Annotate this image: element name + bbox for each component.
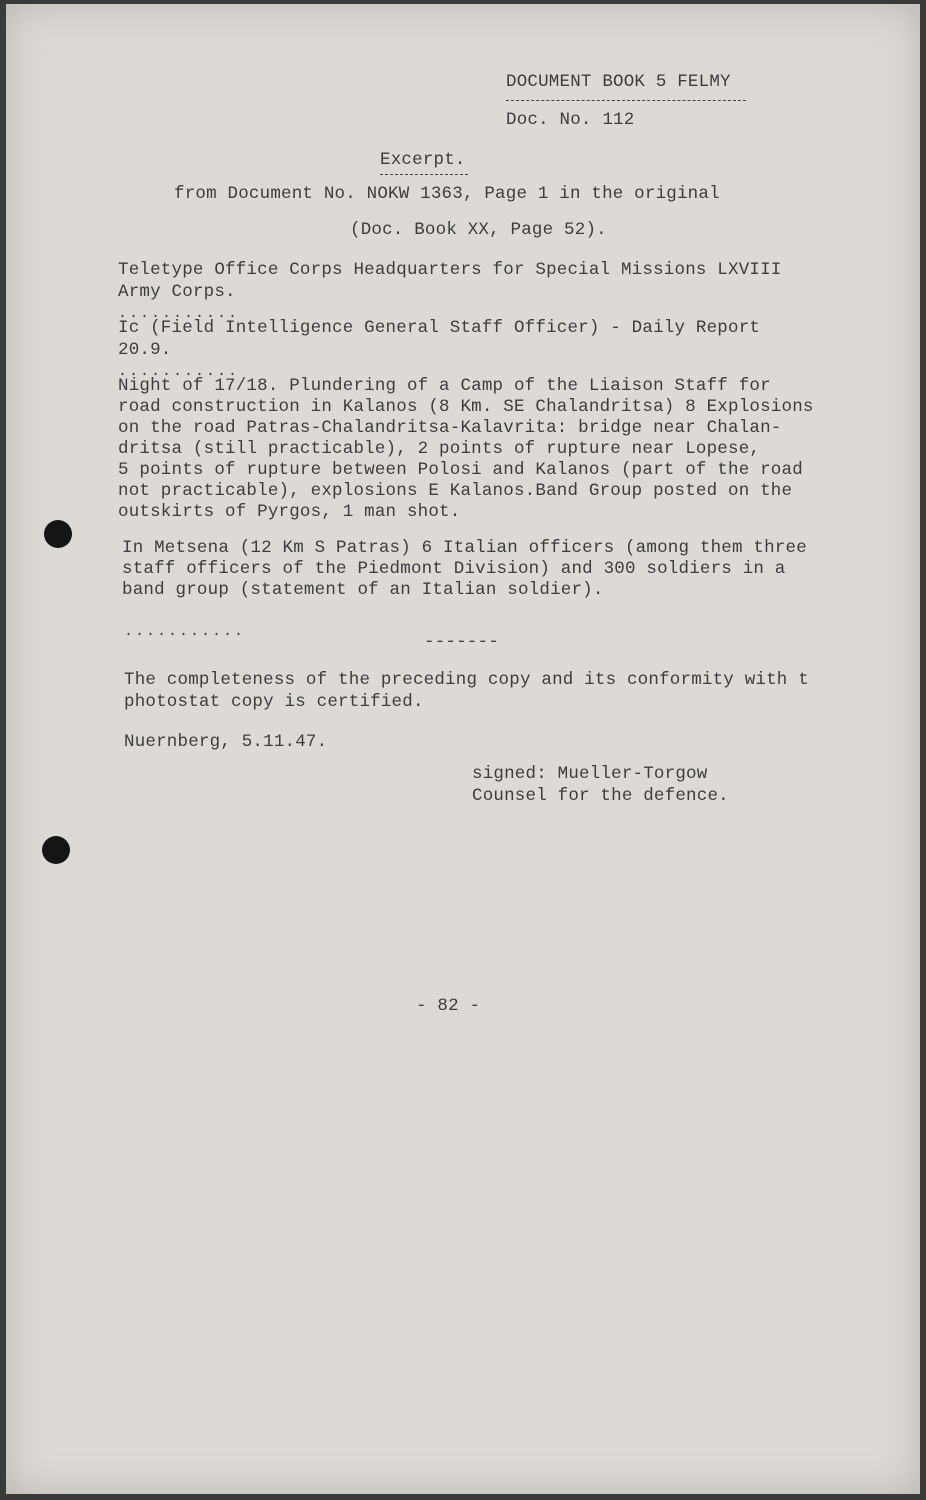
office-line-1: Teletype Office Corps Headquarters for Special Missions LXVIII [118,260,782,280]
certification-line-1: The completeness of the preceding copy and its conformity with t [124,670,809,690]
night-line-3: on the road Patras-Chalandritsa-Kalavrita: bridge near Chalan- [118,418,782,438]
ellipsis-2: ........... [118,363,240,380]
ellipsis-1: ........... [118,305,240,322]
punch-hole-bottom [42,836,70,864]
excerpt-underline [380,174,468,175]
night-line-2: road construction in Kalanos (8 Km. SE Chalandritsa) 8 Explosions [118,397,814,417]
night-line-5: 5 points of rupture between Polosi and Kalanos (part of the road [118,460,803,480]
header-underline [506,100,746,101]
excerpt-heading: Excerpt. [380,150,466,170]
doc-book-reference: (Doc. Book XX, Page 52). [350,220,607,240]
section-separator: ------- [424,632,499,652]
report-line-2: 20.9. [118,340,172,360]
signature-line: signed: Mueller-Torgow [472,764,708,784]
night-line-6: not practicable), explosions E Kalanos.Band Group posted on the [118,481,793,501]
punch-hole-top [44,520,72,548]
document-page [6,4,920,1494]
page-number: - 82 - [416,996,481,1016]
metsena-line-3: band group (statement of an Italian soldier). [122,580,604,600]
office-line-2: Army Corps. [118,282,236,302]
night-line-4: dritsa (still practicable), 2 points of rupture near Lopese, [118,439,761,459]
document-book-label: DOCUMENT BOOK 5 FELMY [506,72,731,92]
metsena-line-1: In Metsena (12 Km S Patras) 6 Italian officers (among them three [122,538,807,558]
night-line-7: outskirts of Pyrgos, 1 man shot. [118,502,461,522]
doc-number: Doc. No. 112 [506,110,635,130]
report-line-1: Ic (Field Intelligence General Staff Officer) - Daily Report [118,318,761,338]
place-date: Nuernberg, 5.11.47. [124,732,328,752]
ellipsis-3: ........... [124,623,246,640]
metsena-line-2: staff officers of the Piedmont Division) and 300 soldiers in a [122,559,786,579]
night-line-1: Night of 17/18. Plundering of a Camp of the Liaison Staff for [118,376,771,396]
certification-line-2: photostat copy is certified. [124,692,424,712]
signatory-role: Counsel for the defence. [472,786,729,806]
source-reference: from Document No. NOKW 1363, Page 1 in the original [174,184,720,204]
